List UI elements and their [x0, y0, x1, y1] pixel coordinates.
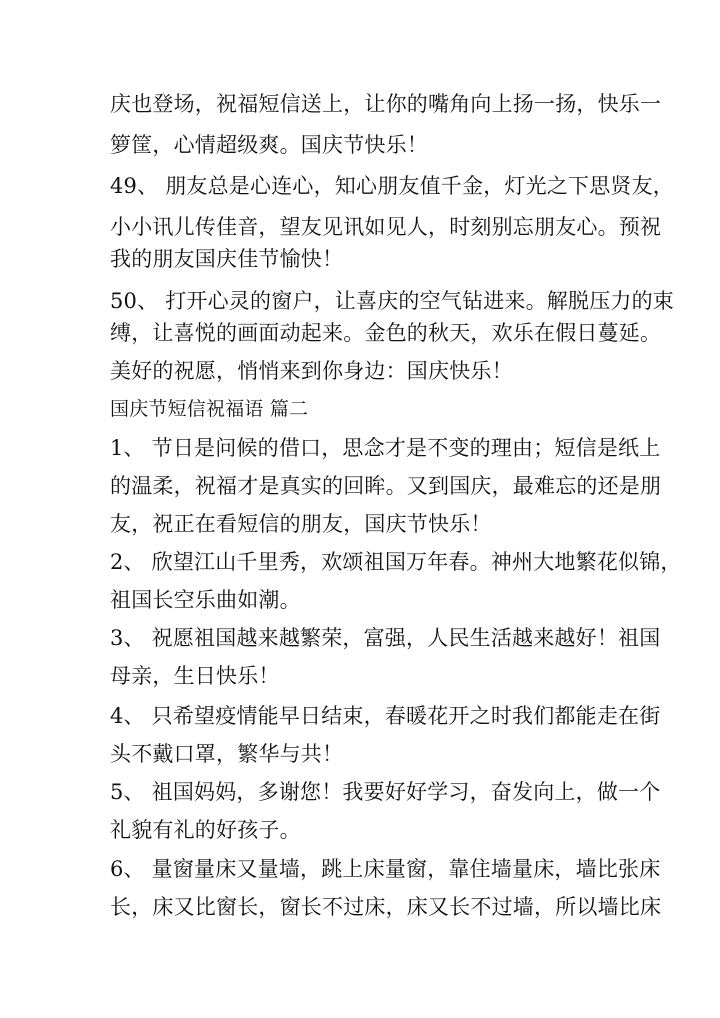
text-line: 美好的祝愿，悄悄来到你身边：国庆快乐！: [110, 359, 513, 383]
text-line: 小小讯儿传佳音，望友见讯如见人，时刻别忘朋友心。预祝: [110, 215, 662, 239]
text-line: 箩筐，心情超级爽。国庆节快乐！: [110, 133, 428, 157]
text-line: 长，床又比窗长，窗长不过床，床又长不过墙，所以墙比床: [110, 895, 662, 919]
text-line: 我的朋友国庆佳节愉快！: [110, 247, 344, 271]
text-line: 3、 祝愿祖国越来越繁荣，富强，人民生活越来越好！祖国: [110, 626, 661, 650]
text-line: 友，祝正在看短信的朋友，国庆节快乐！: [110, 512, 492, 536]
text-line: 5、 祖国妈妈，多谢您！我要好好学习，奋发向上，做一个: [110, 780, 661, 804]
text-line: 庆也登场，祝福短信送上，让你的嘴角向上扬一扬，快乐一: [110, 92, 662, 116]
text-line: 母亲，生日快乐！: [110, 664, 280, 688]
text-line: 礼貌有礼的好孩子。: [110, 818, 301, 842]
text-line: 49、 朋友总是心连心，知心朋友值千金，灯光之下思贤友，: [110, 174, 674, 198]
text-line: 50、 打开心灵的窗户，让喜庆的空气钻进来。解脱压力的束: [110, 289, 674, 313]
text-line: 的温柔，祝福才是真实的回眸。又到国庆，最难忘的还是朋: [110, 474, 662, 498]
text-line: 1、 节日是问候的借口，思念才是不变的理由；短信是纸上: [110, 436, 661, 460]
text-line: 2、 欣望江山千里秀，欢颂祖国万年春。神州大地繁花似锦，: [110, 550, 682, 574]
text-line: 缚，让喜悦的画面动起来。金色的秋天，欢乐在假日蔓延。: [110, 321, 662, 345]
text-line: 4、 只希望疫情能早日结束，春暖花开之时我们都能走在街: [110, 704, 661, 728]
text-line: 6、 量窗量床又量墙，跳上床量窗，靠住墙量床，墙比张床: [110, 857, 661, 881]
text-line: 头不戴口罩，繁华与共！: [110, 742, 344, 766]
text-line: 祖国长空乐曲如潮。: [110, 588, 301, 612]
section-heading: 国庆节短信祝福语 篇二: [110, 398, 309, 420]
